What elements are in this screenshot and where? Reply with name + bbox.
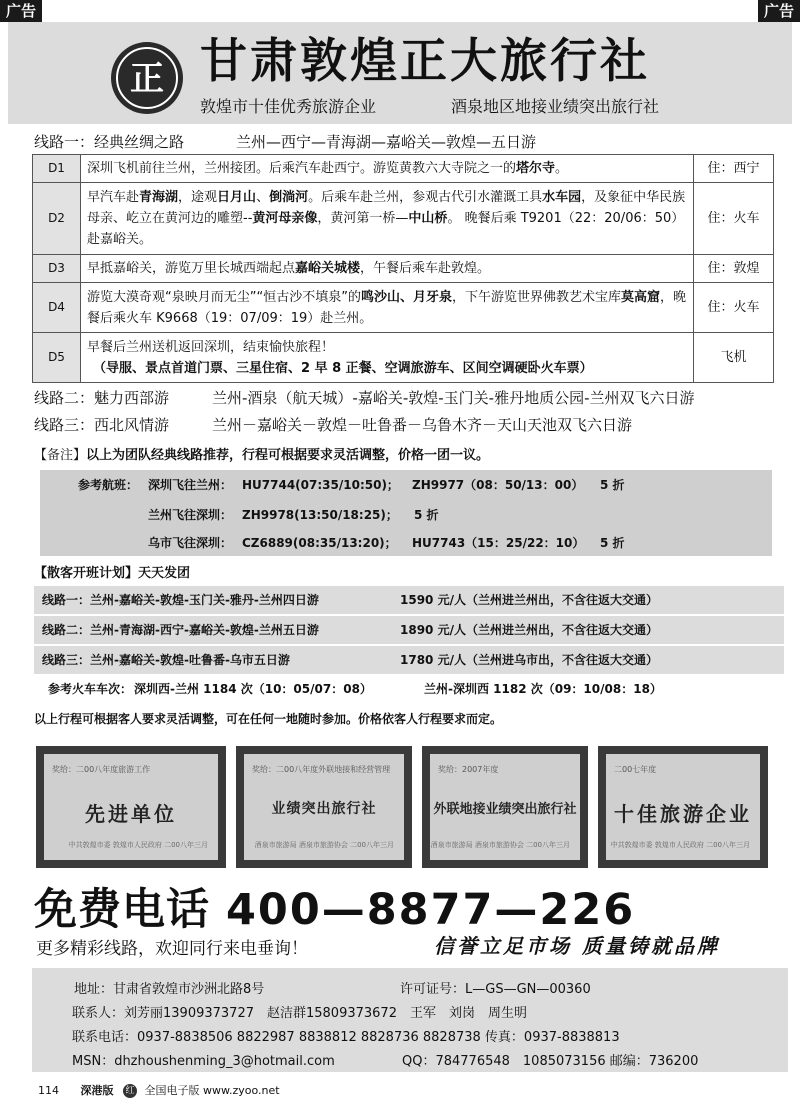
day-stay: 住：火车 xyxy=(694,283,774,333)
day-label: D3 xyxy=(33,255,81,283)
flight-number-1: HU7744(07:35/10:50)； xyxy=(242,478,399,492)
header-banner xyxy=(8,22,792,124)
day-stay: 住：火车 xyxy=(694,183,774,255)
table-row xyxy=(33,155,774,183)
remark-text: 以上为团队经典线路推荐，行程可根据要求灵活调整，价格一团一议。 xyxy=(86,448,490,463)
scattered-price: 1890 元/人（兰州进兰州出，不含往返大交通） xyxy=(400,623,658,637)
scattered-tour-row xyxy=(34,646,784,674)
route2-heading xyxy=(34,387,695,408)
train-2: 兰州-深圳西 1182 次（09：10/08：18） xyxy=(424,682,662,696)
certificate-title: 业绩突出旅行社 xyxy=(271,801,377,817)
route3-name: 线路三：西北风情游 xyxy=(34,416,170,434)
remark-label: 【备注】 xyxy=(34,448,87,463)
flexible-note: 以上行程可根据客人要求灵活调整，可在任何一地随时参加。价格依客人行程要求而定。 xyxy=(34,712,503,726)
flight-number-1: CZ6889(08:35/13:20)； xyxy=(242,536,397,550)
page-footer xyxy=(38,1082,280,1098)
train-1: 深圳西-兰州 1184 次（10：05/07：08） xyxy=(134,682,372,696)
table-row xyxy=(33,333,774,383)
edition: 深港版 xyxy=(80,1084,114,1097)
route1-path: 兰州—西宁—青海湖—嘉峪关—敦煌—五日游 xyxy=(236,133,537,151)
flight-number-2: HU7743（15：25/22：10） xyxy=(412,536,585,550)
day-description: 早抵嘉峪关，游览万里长城西端起点嘉峪关城楼，午餐后乘车赴敦煌。 xyxy=(81,255,694,283)
certificate-year: 奖给：二00八年度外联地接和经营管理 xyxy=(252,765,391,774)
flight-number-1: ZH9978(13:50/18:25)； xyxy=(242,508,398,522)
certificate-year: 二00七年度 xyxy=(614,765,657,774)
company-logo xyxy=(111,42,183,114)
license: 许可证号：L—GS—GN—00360 xyxy=(400,982,591,997)
scattered-route: 线路一：兰州-嘉峪关-敦煌-玉门关-雅丹-兰州四日游 xyxy=(42,593,319,607)
day-stay: 住：西宁 xyxy=(694,155,774,183)
certificate-issuer: 酒泉市旅游局 酒泉市旅游协会 二00八年三月 xyxy=(254,841,394,849)
itinerary-table xyxy=(32,154,774,383)
free-phone-number[interactable]: 400—8877—226 xyxy=(225,885,636,935)
slogan: 信誉立足市场 质量铸就品牌 xyxy=(434,934,720,958)
scattered-price: 1590 元/人（兰州进兰州出，不含往返大交通） xyxy=(400,593,658,607)
route3-path: 兰州－嘉峪关－敦煌－吐鲁番－乌鲁木齐－天山天池双飞六日游 xyxy=(212,416,633,434)
flight-number-2: ZH9977（08：50/13：00） xyxy=(412,478,584,492)
company-name: 甘肃敦煌正大旅行社 xyxy=(200,34,650,89)
day-stay: 住：敦煌 xyxy=(694,255,774,283)
day-stay: 飞机 xyxy=(694,333,774,383)
day-label: D5 xyxy=(33,333,81,383)
scattered-tour-row xyxy=(34,616,784,644)
site-link[interactable]: 全国电子版 www.zyoo.net xyxy=(144,1084,280,1097)
ad-label-left: 广告 xyxy=(0,0,42,22)
day-description: 早餐后兰州送机返回深圳，结束愉快旅程！ （导服、景点首道门票、三星住宿、2 早 8 正餐、空调旅游车、区间空调硬卧火车票） xyxy=(81,333,694,383)
train-label: 参考火车车次： xyxy=(48,682,133,696)
certificate-issuer: 酒泉市旅游局 酒泉市旅游协会 二00八年三月 xyxy=(430,841,570,849)
scattered-tour-title: 【散客开班计划】天天发团 xyxy=(34,566,191,581)
route1-name: 线路一：经典丝绸之路 xyxy=(34,133,185,151)
day-label: D2 xyxy=(33,183,81,255)
certificate-year: 奖给：二00八年度旅游工作 xyxy=(52,765,151,774)
certificate-title: 十佳旅游企业 xyxy=(614,802,752,826)
day-description: 游览大漠奇观“泉映月而无尘”“恒古沙不填泉”的鸣沙山、月牙泉，下午游览世界佛教艺术宝库莫高窟，晚餐后乘火车 K9668（19：07/09：19）赴兰州。 xyxy=(81,283,694,333)
qq: QQ：784776548 1085073156 邮编：736200 xyxy=(402,1054,699,1069)
subtitle-right: 酒泉地区地接业绩突出旅行社 xyxy=(451,97,660,116)
inclusions-line: （导服、景点首道门票、三星住宿、2 早 8 正餐、空调旅游车、区间空调硬卧火车票） xyxy=(93,360,593,376)
certificate-plaque xyxy=(36,746,226,868)
flight-route: 乌市飞往深圳： xyxy=(148,536,233,550)
subtitle-left: 敦煌市十佳优秀旅游企业 xyxy=(200,97,377,116)
certificate-issuer: 中共敦煌市委 敦煌市人民政府 二00八年三月 xyxy=(610,841,750,849)
red-badge-icon: 红 xyxy=(123,1084,137,1098)
contact-box xyxy=(32,968,788,1072)
scattered-route: 线路二：兰州-青海湖-西宁-嘉峪关-敦煌-兰州五日游 xyxy=(42,623,319,637)
contact-persons: 联系人：刘芳丽13909373727 赵洁群15809373672 王军 刘岗 周生明 xyxy=(72,1006,527,1021)
flight-route: 深圳飞往兰州： xyxy=(148,478,233,492)
certificate-title: 外联地接业绩突出旅行社 xyxy=(433,802,577,817)
page-number: 114 xyxy=(38,1084,59,1097)
table-row xyxy=(33,183,774,255)
certificate-year: 奖给：2007年度 xyxy=(438,765,499,774)
flight-discount: 5 折 xyxy=(600,478,625,492)
flight-route: 兰州飞往深圳： xyxy=(148,508,233,522)
tagline: 更多精彩线路，欢迎同行来电垂询！ xyxy=(36,939,308,959)
flight-reference-box xyxy=(40,470,772,556)
day-label: D4 xyxy=(33,283,81,333)
certificate-plaque xyxy=(598,746,768,868)
flight-label: 参考航班： xyxy=(78,478,139,492)
remark-note xyxy=(34,444,489,463)
route2-name: 线路二：魅力西部游 xyxy=(34,389,170,407)
day-description: 早汽车赴青海湖，途观日月山、倒淌河。后乘车赴兰州，参观古代引水灌溉工具水车园，及象征中华民族母亲、屹立在黄河边的雕塑--黄河母亲像，黄河第一桥—中山桥。 晚餐后乘 T9201（22：20/06：50）赴嘉峪关。 xyxy=(81,183,694,255)
ad-label-right: 广告 xyxy=(758,0,800,22)
route2-path: 兰州-酒泉（航天城）-嘉峪关-敦煌-玉门关-雅丹地质公园-兰州双飞六日游 xyxy=(212,389,695,407)
certificate-plaque xyxy=(236,746,412,868)
scattered-price: 1780 元/人（兰州进乌市出，不含往返大交通） xyxy=(400,653,658,667)
scattered-route: 线路三：兰州-嘉峪关-敦煌-吐鲁番-乌市五日游 xyxy=(42,653,290,667)
contact-phones: 联系电话：0937-8838506 8822987 8838812 8828736 8828738 传真：0937-8838813 xyxy=(72,1030,620,1045)
address: 地址：甘肃省敦煌市沙洲北路8号 xyxy=(74,982,265,997)
certificate-issuer: 中共敦煌市委 敦煌市人民政府 二00八年三月 xyxy=(68,841,208,849)
logo-emblem-icon xyxy=(111,42,183,114)
flight-discount: 5 折 xyxy=(414,508,439,522)
route1-heading xyxy=(34,131,537,152)
free-phone-label: 免费电话 xyxy=(34,885,210,935)
day-label: D1 xyxy=(33,155,81,183)
flight-discount: 5 折 xyxy=(600,536,625,550)
logo-letter: 正 xyxy=(130,59,164,99)
table-row xyxy=(33,255,774,283)
day-description: 深圳飞机前往兰州，兰州接团。后乘汽车赴西宁。游览黄教六大寺院之一的塔尔寺。 xyxy=(81,155,694,183)
certificate-plaque xyxy=(422,746,588,868)
msn[interactable]: MSN：dhzhoushenming_3@hotmail.com xyxy=(72,1054,335,1069)
certificate-title: 先进单位 xyxy=(85,802,177,826)
scattered-tour-row xyxy=(34,586,784,614)
route3-heading xyxy=(34,414,633,435)
table-row xyxy=(33,283,774,333)
free-phone xyxy=(34,876,635,937)
